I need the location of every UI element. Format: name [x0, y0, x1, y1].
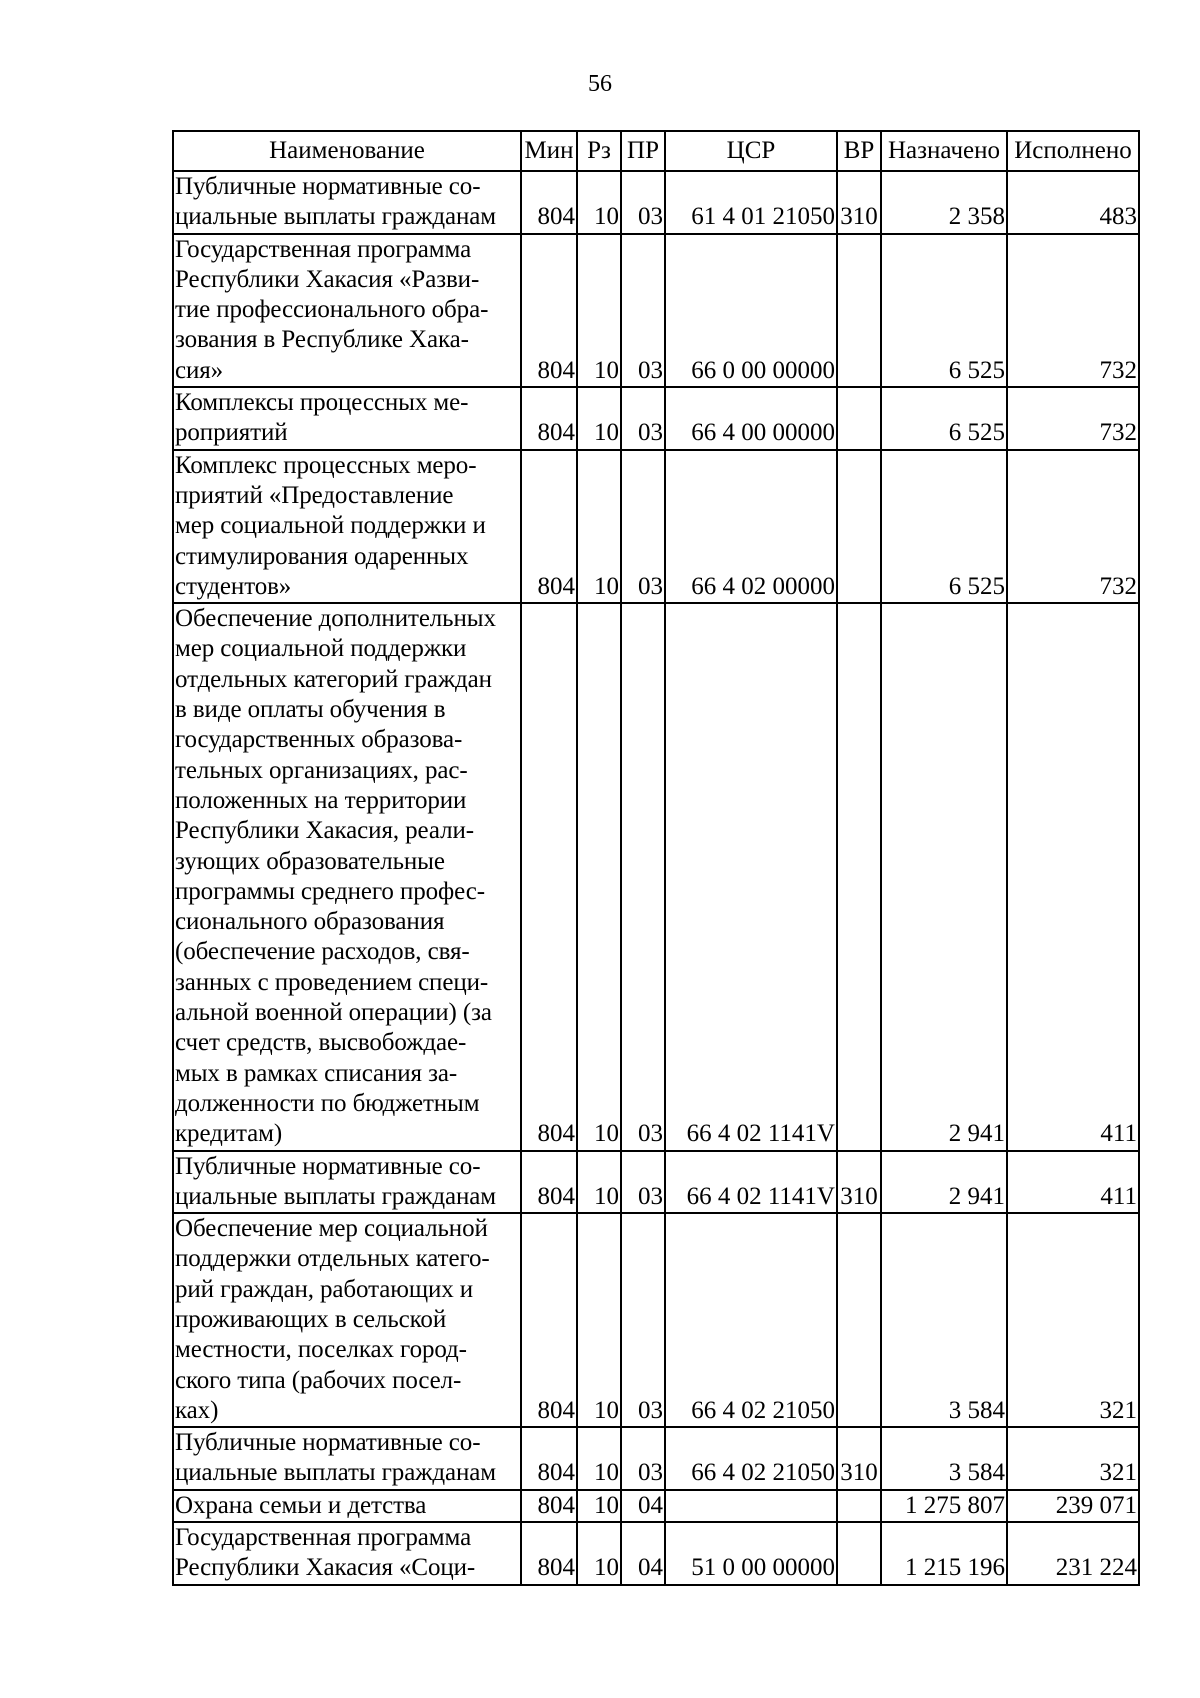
- name-line: стимулирования одаренных: [175, 542, 469, 570]
- table-row: [173, 1490, 1139, 1522]
- cell-assigned: 2 941: [881, 1151, 1007, 1214]
- table-row: [173, 171, 1139, 234]
- cell-min: 804: [521, 1151, 577, 1214]
- cell-min: 804: [521, 387, 577, 450]
- name-line: долженности по бюджетным: [175, 1089, 480, 1117]
- table-row: [173, 1427, 1139, 1490]
- name-line: мер социальной поддержки: [175, 635, 467, 663]
- header-row: [173, 131, 1139, 171]
- cell-executed: 483: [1007, 171, 1139, 234]
- cell-name: [173, 1213, 521, 1427]
- header-csr: ЦСР: [665, 131, 837, 171]
- cell-vr: [837, 1213, 881, 1427]
- cell-name: [173, 450, 521, 603]
- header-rz: Рз: [577, 131, 621, 171]
- cell-min: 804: [521, 171, 577, 234]
- cell-rz: 10: [577, 1151, 621, 1214]
- name-line: Государственная программа: [175, 235, 472, 263]
- cell-csr: 51 0 00 00000: [665, 1522, 837, 1585]
- name-line: рий граждан, работающих и: [175, 1275, 474, 1303]
- cell-name: [173, 387, 521, 450]
- name-line: мых в рамках списания за-: [175, 1059, 458, 1087]
- cell-assigned: 6 525: [881, 234, 1007, 387]
- name-line: Государственная программа: [175, 1524, 472, 1552]
- name-line: в виде оплаты обучения в: [175, 696, 446, 724]
- name-line: поддержки отдельных катего-: [175, 1245, 490, 1273]
- name-line: студентов»: [175, 572, 292, 600]
- name-line: Комплексы процессных ме-: [175, 389, 469, 417]
- cell-rz: 10: [577, 171, 621, 234]
- cell-min: 804: [521, 234, 577, 387]
- header-vr: ВР: [837, 131, 881, 171]
- name-line: программы среднего профес-: [175, 877, 485, 905]
- name-line: ского типа (рабочих посел-: [175, 1366, 462, 1394]
- table-row: [173, 603, 1139, 1150]
- cell-name: [173, 234, 521, 387]
- cell-name: [173, 1522, 521, 1585]
- name-line: Обеспечение мер социальной: [175, 1215, 488, 1243]
- cell-assigned: 6 525: [881, 387, 1007, 450]
- cell-pr: 03: [621, 234, 665, 387]
- cell-assigned: 6 525: [881, 450, 1007, 603]
- cell-csr: [665, 1490, 837, 1522]
- cell-assigned: 2 358: [881, 171, 1007, 234]
- page-number: 56: [588, 71, 612, 97]
- cell-vr: [837, 387, 881, 450]
- cell-csr: 66 4 02 21050: [665, 1213, 837, 1427]
- cell-name: [173, 1490, 521, 1522]
- cell-csr: 61 4 01 21050: [665, 171, 837, 234]
- name-line: циальные выплаты гражданам: [175, 1459, 496, 1487]
- name-line: циальные выплаты гражданам: [175, 1182, 496, 1210]
- cell-csr: 66 4 02 21050: [665, 1427, 837, 1490]
- cell-rz: 10: [577, 387, 621, 450]
- name-line: роприятий: [175, 419, 288, 447]
- name-line: Республики Хакасия, реали-: [175, 817, 474, 845]
- name-line: государственных образова-: [175, 726, 463, 754]
- cell-rz: 10: [577, 603, 621, 1150]
- name-line: (обеспечение расходов, свя-: [175, 938, 470, 966]
- name-line: занных с проведением специ-: [175, 968, 489, 996]
- header-executed: Исполнено: [1007, 131, 1139, 171]
- name-line: Комплекс процессных меро-: [175, 451, 477, 479]
- cell-executed: 321: [1007, 1427, 1139, 1490]
- name-line: ках): [175, 1396, 219, 1424]
- name-line: зования в Республике Хака-: [175, 326, 469, 354]
- name-line: тельных организациях, рас-: [175, 756, 468, 784]
- header-pr: ПР: [621, 131, 665, 171]
- cell-vr: [837, 1490, 881, 1522]
- name-line: Республики Хакасия «Соци-: [175, 1554, 476, 1582]
- cell-name: [173, 1151, 521, 1214]
- cell-min: 804: [521, 1213, 577, 1427]
- cell-name: [173, 603, 521, 1150]
- cell-rz: 10: [577, 1490, 621, 1522]
- name-line: счет средств, высвобождае-: [175, 1029, 467, 1057]
- name-line: кредитам): [175, 1120, 283, 1148]
- cell-min: 804: [521, 1427, 577, 1490]
- budget-table: [172, 130, 1140, 1586]
- cell-rz: 10: [577, 234, 621, 387]
- cell-executed: 231 224: [1007, 1522, 1139, 1585]
- name-line: местности, поселках город-: [175, 1336, 467, 1364]
- cell-pr: 04: [621, 1522, 665, 1585]
- cell-csr: 66 4 00 00000: [665, 387, 837, 450]
- name-line: мер социальной поддержки и: [175, 512, 486, 540]
- table-row: [173, 1522, 1139, 1585]
- header-min: Мин: [521, 131, 577, 171]
- cell-vr: [837, 603, 881, 1150]
- table-row: [173, 1151, 1139, 1214]
- cell-executed: 732: [1007, 234, 1139, 387]
- name-line: проживающих в сельской: [175, 1305, 447, 1333]
- cell-vr: [837, 234, 881, 387]
- cell-rz: 10: [577, 1213, 621, 1427]
- name-line: отдельных категорий граждан: [175, 665, 492, 693]
- cell-vr: [837, 1522, 881, 1585]
- cell-vr: 310: [837, 171, 881, 234]
- name-line: тие профессионального обра-: [175, 296, 489, 324]
- cell-executed: 732: [1007, 450, 1139, 603]
- table-row: [173, 387, 1139, 450]
- cell-csr: 66 4 02 1141V: [665, 1151, 837, 1214]
- cell-min: 804: [521, 450, 577, 603]
- cell-assigned: 3 584: [881, 1213, 1007, 1427]
- cell-pr: 03: [621, 387, 665, 450]
- name-line: зующих образовательные: [175, 847, 445, 875]
- name-line: циальные выплаты гражданам: [175, 203, 496, 231]
- name-line: альной военной операции) (за: [175, 999, 492, 1027]
- cell-csr: 66 4 02 1141V: [665, 603, 837, 1150]
- table-row: [173, 234, 1139, 387]
- cell-pr: 03: [621, 1427, 665, 1490]
- cell-pr: 04: [621, 1490, 665, 1522]
- cell-min: 804: [521, 603, 577, 1150]
- cell-vr: 310: [837, 1427, 881, 1490]
- cell-name: [173, 171, 521, 234]
- cell-csr: 66 4 02 00000: [665, 450, 837, 603]
- cell-rz: 10: [577, 1522, 621, 1585]
- name-line: сионального образования: [175, 908, 445, 936]
- name-line: Республики Хакасия «Разви-: [175, 265, 480, 293]
- name-line: сия»: [175, 356, 224, 384]
- name-line: приятий «Предоставление: [175, 481, 454, 509]
- name-line: Охрана семьи и детства: [175, 1491, 427, 1519]
- cell-min: 804: [521, 1490, 577, 1522]
- name-line: Обеспечение дополнительных: [175, 605, 496, 633]
- cell-name: [173, 1427, 521, 1490]
- cell-executed: 321: [1007, 1213, 1139, 1427]
- table-body: [173, 171, 1139, 1585]
- cell-executed: 239 071: [1007, 1490, 1139, 1522]
- cell-pr: 03: [621, 1213, 665, 1427]
- cell-pr: 03: [621, 171, 665, 234]
- header-name: Наименование: [173, 131, 521, 171]
- cell-assigned: 3 584: [881, 1427, 1007, 1490]
- cell-vr: 310: [837, 1151, 881, 1214]
- cell-assigned: 2 941: [881, 603, 1007, 1150]
- cell-rz: 10: [577, 1427, 621, 1490]
- cell-assigned: 1 215 196: [881, 1522, 1007, 1585]
- cell-executed: 411: [1007, 603, 1139, 1150]
- cell-assigned: 1 275 807: [881, 1490, 1007, 1522]
- cell-pr: 03: [621, 1151, 665, 1214]
- name-line: Публичные нормативные со-: [175, 1152, 481, 1180]
- name-line: Публичные нормативные со-: [175, 173, 481, 200]
- header-assigned: Назначено: [881, 131, 1007, 171]
- cell-min: 804: [521, 1522, 577, 1585]
- cell-executed: 732: [1007, 387, 1139, 450]
- cell-pr: 03: [621, 450, 665, 603]
- name-line: Публичные нормативные со-: [175, 1429, 481, 1457]
- table-row: [173, 1213, 1139, 1427]
- cell-executed: 411: [1007, 1151, 1139, 1214]
- name-line: положенных на территории: [175, 786, 467, 814]
- table-row: [173, 450, 1139, 603]
- cell-pr: 03: [621, 603, 665, 1150]
- cell-vr: [837, 450, 881, 603]
- cell-rz: 10: [577, 450, 621, 603]
- cell-csr: 66 0 00 00000: [665, 234, 837, 387]
